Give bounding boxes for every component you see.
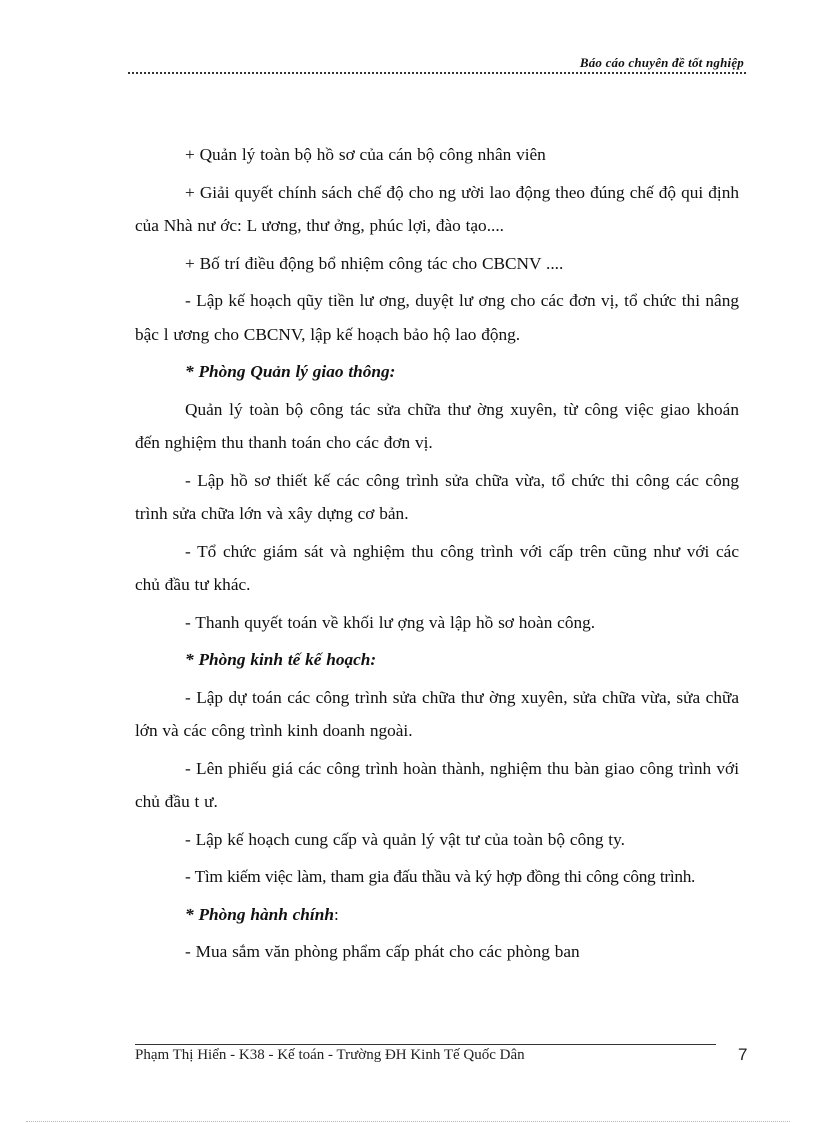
section-heading: * Phòng kinh tế kế hoạch: (185, 650, 377, 669)
paragraph: + Giải quyết chính sách chế độ cho ng ười lao động theo đúng chế độ qui định của Nhà nư ớc: L ương, thư ởng, phúc lợi, đào tạo.... (135, 182, 739, 235)
section-heading (135, 898, 739, 932)
paragraph: - Lập kế hoạch qũy tiền lư ơng, duyệt lư ơng cho các đơn vị, tổ chức thi nâng bậc l ương cho CBCNV, lập kế hoạch bảo hộ lao động. (135, 291, 739, 344)
footer-rule (135, 1044, 716, 1045)
header-rule (128, 72, 746, 74)
paragraph: + Quản lý toàn bộ hồ sơ của cán bộ công nhân viên (185, 145, 546, 164)
paragraph: Quản lý toàn bộ công tác sửa chữa thư ờng xuyên, từ công việc giao khoán đến nghiệm thu thanh toán cho các đơn vị. (135, 399, 739, 452)
paragraph: - Thanh quyết toán về khối lư ợng và lập hồ sơ hoàn công. (185, 612, 596, 632)
footer-author-line: Phạm Thị Hiển - K38 - Kế toán - Trường ĐH Kinh Tế Quốc Dân (135, 1047, 525, 1063)
paragraph: - Tìm kiếm việc làm, tham gia đấu thầu và ký hợp đồng thi công công trình. (185, 867, 696, 886)
section-heading: * Phòng Quản lý giao thông: (185, 362, 396, 381)
page-number: 7 (738, 1045, 748, 1064)
document-body (135, 138, 739, 969)
paragraph: + Bố trí điều động bổ nhiệm công tác cho CBCNV .... (185, 253, 564, 273)
section-heading-text: * Phòng hành chính (185, 904, 334, 924)
header-title: Báo cáo chuyên đề tốt nghiệp (579, 55, 744, 70)
paragraph: - Mua sắm văn phòng phẩm cấp phát cho các phòng ban (185, 942, 580, 961)
paragraph: - Lập kế hoạch cung cấp và quản lý vật tư của toàn bộ công ty. (185, 829, 625, 849)
paragraph: - Lập dự toán các công trình sửa chữa thư ờng xuyên, sửa chữa vừa, sửa chữa lớn và các công trình kinh doanh ngoài. (135, 687, 739, 740)
paragraph: - Tổ chức giám sát và nghiệm thu công trình với cấp trên cũng như với các chủ đầu tư khác. (135, 541, 739, 594)
paragraph: - Lên phiếu giá các công trình hoàn thành, nghiệm thu bàn giao công trình với chủ đầu t ư. (135, 758, 739, 811)
page-boundary-line (26, 1121, 790, 1122)
paragraph: - Lập hồ sơ thiết kế các công trình sửa chữa vừa, tổ chức thi công các công trình sửa chữa lớn và xây dựng cơ bản. (135, 470, 739, 523)
section-heading-colon: : (333, 904, 339, 924)
